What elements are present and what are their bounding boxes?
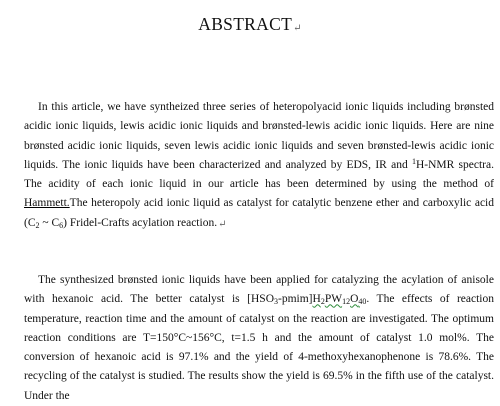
catalyst-formula: $H_2PW_{12}O_{40}$	[312, 293, 367, 307]
c2-subscript: 2	[35, 220, 40, 230]
hammett-link: Hammett.	[24, 197, 70, 210]
p1-text-d: ) Fridel-Crafts acylation reaction.	[63, 216, 218, 229]
p1-text-c: The heteropoly acid ionic liquid as catalyst for catalytic benzene ether and carboxylic acid (C	[24, 197, 494, 229]
abstract-paragraph-1	[24, 98, 494, 234]
hso3-subscript: 3	[274, 297, 278, 307]
p2-text-a: The synthesized brønsted ionic liquids have been applied for catalyzing the acylation of anisole with hexanoic acid. The better catalyst is [HSO	[24, 274, 494, 306]
p1-text-a: In this article, we have syntheized three series of heteropolyacid ionic liquids including brønsted acidic ionic liquids, lewis acidic ionic liquids and brønsted-lewis acidic ionic liquids. Here are nine brønsted acidic ionic liquids, seven lewis acidic ionic liquids and seven brønsted-lewis acidic ionic liquids. The ionic liquids have been characterized and analyzed by EDS, IR and	[24, 101, 494, 171]
abstract-title: ABSTRACT	[198, 14, 293, 34]
abstract-heading	[0, 14, 500, 39]
p1-text-b: H-NMR spectra. The acidity of each ionic liquid in our article has been determined by using the method of	[24, 158, 494, 191]
abstract-paragraph-2	[24, 271, 494, 406]
nmr-superscript: 1	[411, 156, 416, 166]
paragraph-mark-icon: ↵	[293, 23, 302, 34]
p2-text-b: -pmim]	[278, 293, 313, 306]
p2-text-c: . The effects of reaction temperature, reaction time and the amount of catalyst on the reaction are investigated. The optimum reaction conditions are T=150°C~156°C, t=1.5 h and the amount of catalyst 1.0 mol%. The conversion of hexanoic acid is 97.1% and the yield of 4-methoxyhexanophenone is 78.6%. The recycling of the catalyst is studied. The results show the yield is 69.5% in the fifth use of the catalyst. Under the	[24, 293, 494, 402]
paragraph-mark-icon: ↵	[218, 218, 227, 230]
p1-tilde: ~ C	[39, 216, 60, 229]
c6-subscript: 6	[59, 220, 64, 230]
